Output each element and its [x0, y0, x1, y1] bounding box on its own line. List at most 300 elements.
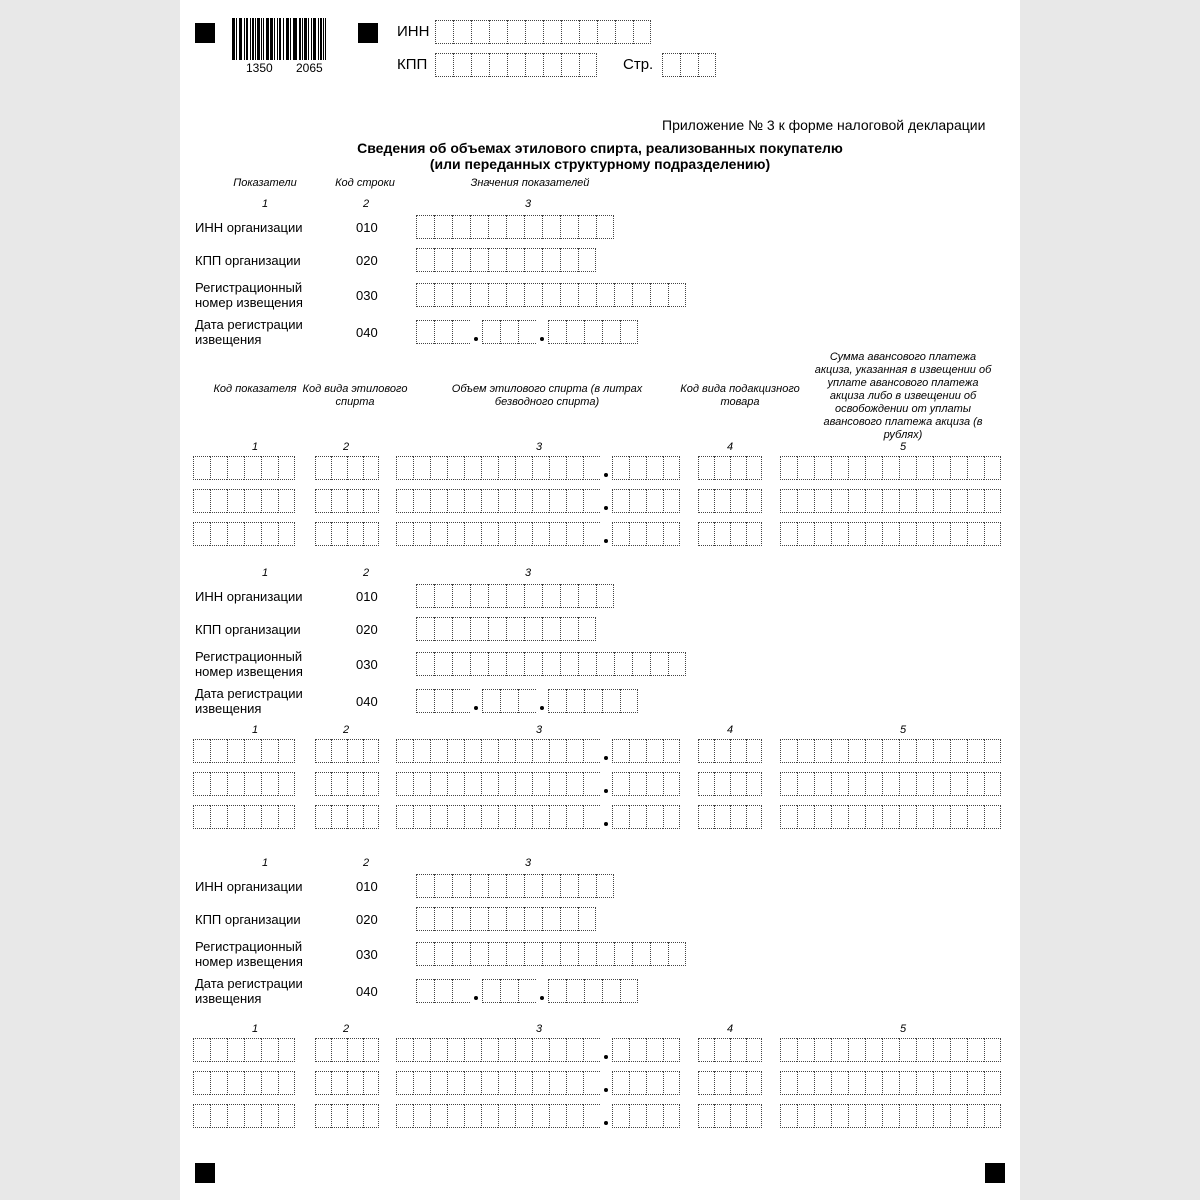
- input-cell[interactable]: [244, 739, 261, 763]
- input-cell[interactable]: [780, 522, 797, 546]
- input-cell[interactable]: [916, 739, 933, 763]
- input-cell[interactable]: [470, 283, 488, 307]
- data2-row0-code[interactable]: [193, 739, 295, 765]
- data2-row2-code[interactable]: [193, 805, 295, 831]
- input-cell[interactable]: [452, 283, 470, 307]
- input-cell[interactable]: [447, 772, 464, 796]
- input-cell[interactable]: [278, 489, 295, 513]
- input-cell[interactable]: [814, 1104, 831, 1128]
- input-cell[interactable]: [561, 53, 579, 77]
- input-cell[interactable]: [933, 489, 950, 513]
- input-cell[interactable]: [746, 489, 762, 513]
- input-cell[interactable]: [210, 489, 227, 513]
- input-cell[interactable]: [831, 805, 848, 829]
- input-cell[interactable]: [882, 739, 899, 763]
- input-cell[interactable]: [244, 1038, 261, 1062]
- input-cell[interactable]: [797, 1104, 814, 1128]
- data1-row0-goods-code[interactable]: [698, 456, 762, 482]
- input-cell[interactable]: [363, 772, 379, 796]
- input-cell[interactable]: [518, 320, 536, 344]
- input-cell[interactable]: [560, 907, 578, 931]
- input-cell[interactable]: [566, 522, 583, 546]
- data1-row0-code[interactable]: [193, 456, 295, 482]
- data2-row2-amount[interactable]: [780, 805, 1001, 831]
- input-cell[interactable]: [814, 739, 831, 763]
- input-cell[interactable]: [916, 522, 933, 546]
- org1-row-1-cells[interactable]: [416, 248, 596, 274]
- input-cell[interactable]: [882, 1038, 899, 1062]
- input-cell[interactable]: [315, 772, 331, 796]
- input-cell[interactable]: [542, 874, 560, 898]
- input-cell[interactable]: [447, 1071, 464, 1095]
- input-cell[interactable]: [882, 522, 899, 546]
- input-cell[interactable]: [524, 248, 542, 272]
- input-cell[interactable]: [447, 1104, 464, 1128]
- input-cell[interactable]: [663, 522, 680, 546]
- input-cell[interactable]: [434, 617, 452, 641]
- input-cell[interactable]: [542, 283, 560, 307]
- input-cell[interactable]: [730, 1038, 746, 1062]
- input-cell[interactable]: [916, 772, 933, 796]
- input-cell[interactable]: [984, 739, 1001, 763]
- input-cell[interactable]: [549, 1038, 566, 1062]
- input-cell[interactable]: [434, 283, 452, 307]
- org2-row-0-cells[interactable]: [416, 584, 614, 610]
- input-cell[interactable]: [882, 772, 899, 796]
- input-cell[interactable]: [416, 248, 434, 272]
- input-cell[interactable]: [899, 522, 916, 546]
- input-cell[interactable]: [984, 1038, 1001, 1062]
- org3-row-1-cells[interactable]: [416, 907, 596, 933]
- input-cell[interactable]: [363, 489, 379, 513]
- input-cell[interactable]: [396, 739, 413, 763]
- input-cell[interactable]: [746, 1038, 762, 1062]
- input-cell[interactable]: [498, 1071, 515, 1095]
- input-cell[interactable]: [632, 942, 650, 966]
- input-cell[interactable]: [848, 772, 865, 796]
- input-cell[interactable]: [698, 1038, 714, 1062]
- input-cell[interactable]: [698, 456, 714, 480]
- input-cell[interactable]: [396, 1038, 413, 1062]
- input-cell[interactable]: [730, 805, 746, 829]
- input-cell[interactable]: [470, 617, 488, 641]
- input-cell[interactable]: [447, 805, 464, 829]
- data2-row0-amount[interactable]: [780, 739, 1001, 765]
- input-cell[interactable]: [663, 489, 680, 513]
- data2-row1-volume[interactable]: [396, 772, 680, 798]
- data3-row2-volume[interactable]: [396, 1104, 680, 1130]
- input-cell[interactable]: [347, 739, 363, 763]
- input-cell[interactable]: [261, 1071, 278, 1095]
- input-cell[interactable]: [498, 489, 515, 513]
- input-cell[interactable]: [524, 874, 542, 898]
- input-cell[interactable]: [481, 772, 498, 796]
- input-cell[interactable]: [714, 456, 730, 480]
- input-cell[interactable]: [984, 489, 1001, 513]
- input-cell[interactable]: [347, 805, 363, 829]
- input-cell[interactable]: [532, 489, 549, 513]
- input-cell[interactable]: [315, 1071, 331, 1095]
- input-cell[interactable]: [363, 1071, 379, 1095]
- input-cell[interactable]: [315, 1038, 331, 1062]
- input-cell[interactable]: [646, 1104, 663, 1128]
- input-cell[interactable]: [549, 1071, 566, 1095]
- input-cell[interactable]: [193, 1071, 210, 1095]
- input-cell[interactable]: [315, 1104, 331, 1128]
- input-cell[interactable]: [560, 283, 578, 307]
- input-cell[interactable]: [464, 1104, 481, 1128]
- input-cell[interactable]: [797, 739, 814, 763]
- input-cell[interactable]: [566, 320, 584, 344]
- org2-row-2-cells[interactable]: [416, 652, 686, 678]
- input-cell[interactable]: [447, 522, 464, 546]
- data1-row0-volume[interactable]: [396, 456, 680, 482]
- data3-row2-spirit-type[interactable]: [315, 1104, 379, 1130]
- input-cell[interactable]: [916, 1104, 933, 1128]
- input-cell[interactable]: [347, 772, 363, 796]
- input-cell[interactable]: [549, 805, 566, 829]
- input-cell[interactable]: [933, 1071, 950, 1095]
- input-cell[interactable]: [506, 584, 524, 608]
- input-cell[interactable]: [663, 1104, 680, 1128]
- input-cell[interactable]: [629, 1104, 646, 1128]
- input-cell[interactable]: [633, 20, 651, 44]
- input-cell[interactable]: [814, 1071, 831, 1095]
- input-cell[interactable]: [452, 874, 470, 898]
- input-cell[interactable]: [714, 805, 730, 829]
- input-cell[interactable]: [698, 1071, 714, 1095]
- input-cell[interactable]: [470, 874, 488, 898]
- input-cell[interactable]: [532, 739, 549, 763]
- input-cell[interactable]: [500, 320, 518, 344]
- input-cell[interactable]: [331, 456, 347, 480]
- input-cell[interactable]: [663, 1071, 680, 1095]
- input-cell[interactable]: [396, 456, 413, 480]
- data3-row0-code[interactable]: [193, 1038, 295, 1064]
- input-cell[interactable]: [481, 489, 498, 513]
- input-cell[interactable]: [698, 1104, 714, 1128]
- input-cell[interactable]: [227, 739, 244, 763]
- input-cell[interactable]: [865, 1071, 882, 1095]
- input-cell[interactable]: [629, 739, 646, 763]
- input-cell[interactable]: [614, 942, 632, 966]
- input-cell[interactable]: [416, 283, 434, 307]
- org1-row-2-cells[interactable]: [416, 283, 686, 309]
- input-cell[interactable]: [542, 584, 560, 608]
- input-cell[interactable]: [481, 522, 498, 546]
- input-cell[interactable]: [814, 489, 831, 513]
- input-cell[interactable]: [548, 979, 566, 1003]
- input-cell[interactable]: [542, 215, 560, 239]
- input-cell[interactable]: [831, 1071, 848, 1095]
- input-cell[interactable]: [396, 1071, 413, 1095]
- input-cell[interactable]: [447, 739, 464, 763]
- input-cell[interactable]: [612, 772, 629, 796]
- input-cell[interactable]: [244, 1104, 261, 1128]
- header-inn-cells[interactable]: [435, 20, 651, 46]
- input-cell[interactable]: [797, 456, 814, 480]
- input-cell[interactable]: [524, 617, 542, 641]
- input-cell[interactable]: [584, 689, 602, 713]
- input-cell[interactable]: [525, 20, 543, 44]
- input-cell[interactable]: [984, 456, 1001, 480]
- input-cell[interactable]: [261, 489, 278, 513]
- input-cell[interactable]: [629, 456, 646, 480]
- input-cell[interactable]: [506, 874, 524, 898]
- input-cell[interactable]: [193, 739, 210, 763]
- input-cell[interactable]: [506, 283, 524, 307]
- input-cell[interactable]: [933, 456, 950, 480]
- input-cell[interactable]: [447, 1038, 464, 1062]
- input-cell[interactable]: [489, 53, 507, 77]
- input-cell[interactable]: [566, 456, 583, 480]
- input-cell[interactable]: [597, 20, 615, 44]
- input-cell[interactable]: [566, 772, 583, 796]
- header-page-cells[interactable]: [662, 53, 716, 79]
- input-cell[interactable]: [447, 489, 464, 513]
- input-cell[interactable]: [578, 248, 596, 272]
- input-cell[interactable]: [347, 522, 363, 546]
- header-kpp-cells[interactable]: [435, 53, 597, 79]
- input-cell[interactable]: [464, 1071, 481, 1095]
- input-cell[interactable]: [967, 1071, 984, 1095]
- input-cell[interactable]: [984, 1071, 1001, 1095]
- input-cell[interactable]: [865, 489, 882, 513]
- input-cell[interactable]: [488, 248, 506, 272]
- input-cell[interactable]: [602, 979, 620, 1003]
- input-cell[interactable]: [416, 320, 434, 344]
- input-cell[interactable]: [532, 522, 549, 546]
- input-cell[interactable]: [899, 1038, 916, 1062]
- input-cell[interactable]: [916, 489, 933, 513]
- org2-row-1-cells[interactable]: [416, 617, 596, 643]
- input-cell[interactable]: [430, 522, 447, 546]
- input-cell[interactable]: [578, 215, 596, 239]
- input-cell[interactable]: [435, 20, 453, 44]
- input-cell[interactable]: [193, 1038, 210, 1062]
- input-cell[interactable]: [542, 248, 560, 272]
- input-cell[interactable]: [193, 456, 210, 480]
- input-cell[interactable]: [434, 907, 452, 931]
- input-cell[interactable]: [584, 320, 602, 344]
- input-cell[interactable]: [899, 456, 916, 480]
- input-cell[interactable]: [278, 1038, 295, 1062]
- input-cell[interactable]: [730, 739, 746, 763]
- input-cell[interactable]: [453, 53, 471, 77]
- input-cell[interactable]: [464, 805, 481, 829]
- input-cell[interactable]: [583, 772, 600, 796]
- input-cell[interactable]: [984, 805, 1001, 829]
- input-cell[interactable]: [566, 489, 583, 513]
- data3-row1-code[interactable]: [193, 1071, 295, 1097]
- input-cell[interactable]: [882, 456, 899, 480]
- input-cell[interactable]: [620, 320, 638, 344]
- input-cell[interactable]: [507, 20, 525, 44]
- input-cell[interactable]: [780, 1071, 797, 1095]
- input-cell[interactable]: [848, 1104, 865, 1128]
- input-cell[interactable]: [515, 489, 532, 513]
- data3-row2-code[interactable]: [193, 1104, 295, 1130]
- input-cell[interactable]: [278, 805, 295, 829]
- data3-row1-spirit-type[interactable]: [315, 1071, 379, 1097]
- input-cell[interactable]: [549, 739, 566, 763]
- input-cell[interactable]: [566, 805, 583, 829]
- input-cell[interactable]: [629, 772, 646, 796]
- input-cell[interactable]: [416, 942, 434, 966]
- input-cell[interactable]: [916, 1038, 933, 1062]
- input-cell[interactable]: [315, 489, 331, 513]
- input-cell[interactable]: [746, 739, 762, 763]
- input-cell[interactable]: [646, 1038, 663, 1062]
- data1-row1-goods-code[interactable]: [698, 489, 762, 515]
- input-cell[interactable]: [416, 907, 434, 931]
- input-cell[interactable]: [629, 1071, 646, 1095]
- input-cell[interactable]: [549, 522, 566, 546]
- input-cell[interactable]: [416, 874, 434, 898]
- input-cell[interactable]: [566, 1038, 583, 1062]
- input-cell[interactable]: [950, 456, 967, 480]
- input-cell[interactable]: [578, 652, 596, 676]
- input-cell[interactable]: [244, 805, 261, 829]
- input-cell[interactable]: [967, 1104, 984, 1128]
- input-cell[interactable]: [746, 772, 762, 796]
- input-cell[interactable]: [227, 522, 244, 546]
- input-cell[interactable]: [579, 20, 597, 44]
- data2-row0-spirit-type[interactable]: [315, 739, 379, 765]
- input-cell[interactable]: [363, 1104, 379, 1128]
- input-cell[interactable]: [714, 489, 730, 513]
- input-cell[interactable]: [543, 53, 561, 77]
- input-cell[interactable]: [498, 522, 515, 546]
- org3-row-2-cells[interactable]: [416, 942, 686, 968]
- input-cell[interactable]: [668, 942, 686, 966]
- input-cell[interactable]: [506, 248, 524, 272]
- input-cell[interactable]: [488, 874, 506, 898]
- input-cell[interactable]: [210, 805, 227, 829]
- org2-row-3-cells[interactable]: [416, 689, 638, 715]
- input-cell[interactable]: [848, 456, 865, 480]
- input-cell[interactable]: [714, 522, 730, 546]
- input-cell[interactable]: [315, 805, 331, 829]
- input-cell[interactable]: [933, 772, 950, 796]
- input-cell[interactable]: [967, 1038, 984, 1062]
- input-cell[interactable]: [950, 1104, 967, 1128]
- input-cell[interactable]: [933, 522, 950, 546]
- input-cell[interactable]: [831, 772, 848, 796]
- input-cell[interactable]: [865, 522, 882, 546]
- input-cell[interactable]: [331, 1038, 347, 1062]
- input-cell[interactable]: [244, 456, 261, 480]
- input-cell[interactable]: [780, 1038, 797, 1062]
- input-cell[interactable]: [193, 489, 210, 513]
- input-cell[interactable]: [481, 456, 498, 480]
- input-cell[interactable]: [396, 805, 413, 829]
- input-cell[interactable]: [524, 584, 542, 608]
- input-cell[interactable]: [561, 20, 579, 44]
- input-cell[interactable]: [315, 456, 331, 480]
- input-cell[interactable]: [542, 907, 560, 931]
- org1-row-3-cells[interactable]: [416, 320, 638, 346]
- input-cell[interactable]: [331, 805, 347, 829]
- input-cell[interactable]: [331, 1104, 347, 1128]
- input-cell[interactable]: [500, 689, 518, 713]
- input-cell[interactable]: [430, 489, 447, 513]
- input-cell[interactable]: [227, 1104, 244, 1128]
- input-cell[interactable]: [515, 739, 532, 763]
- input-cell[interactable]: [434, 248, 452, 272]
- input-cell[interactable]: [488, 283, 506, 307]
- input-cell[interactable]: [315, 739, 331, 763]
- input-cell[interactable]: [430, 1071, 447, 1095]
- input-cell[interactable]: [629, 522, 646, 546]
- input-cell[interactable]: [780, 489, 797, 513]
- input-cell[interactable]: [578, 907, 596, 931]
- input-cell[interactable]: [596, 942, 614, 966]
- input-cell[interactable]: [646, 805, 663, 829]
- input-cell[interactable]: [950, 489, 967, 513]
- input-cell[interactable]: [506, 907, 524, 931]
- input-cell[interactable]: [244, 489, 261, 513]
- input-cell[interactable]: [865, 739, 882, 763]
- input-cell[interactable]: [680, 53, 698, 77]
- input-cell[interactable]: [413, 1038, 430, 1062]
- input-cell[interactable]: [347, 1104, 363, 1128]
- input-cell[interactable]: [434, 979, 452, 1003]
- input-cell[interactable]: [579, 53, 597, 77]
- input-cell[interactable]: [663, 456, 680, 480]
- input-cell[interactable]: [967, 522, 984, 546]
- input-cell[interactable]: [746, 1104, 762, 1128]
- input-cell[interactable]: [663, 739, 680, 763]
- input-cell[interactable]: [434, 689, 452, 713]
- input-cell[interactable]: [831, 1104, 848, 1128]
- input-cell[interactable]: [596, 215, 614, 239]
- input-cell[interactable]: [331, 522, 347, 546]
- data3-row0-amount[interactable]: [780, 1038, 1001, 1064]
- input-cell[interactable]: [518, 689, 536, 713]
- input-cell[interactable]: [714, 1104, 730, 1128]
- input-cell[interactable]: [470, 942, 488, 966]
- input-cell[interactable]: [780, 772, 797, 796]
- input-cell[interactable]: [481, 1038, 498, 1062]
- input-cell[interactable]: [698, 772, 714, 796]
- input-cell[interactable]: [227, 805, 244, 829]
- input-cell[interactable]: [967, 489, 984, 513]
- data3-row0-goods-code[interactable]: [698, 1038, 762, 1064]
- input-cell[interactable]: [730, 1104, 746, 1128]
- input-cell[interactable]: [646, 489, 663, 513]
- input-cell[interactable]: [413, 772, 430, 796]
- input-cell[interactable]: [278, 772, 295, 796]
- input-cell[interactable]: [452, 907, 470, 931]
- input-cell[interactable]: [210, 522, 227, 546]
- data2-row2-volume[interactable]: [396, 805, 680, 831]
- data3-row0-spirit-type[interactable]: [315, 1038, 379, 1064]
- input-cell[interactable]: [620, 979, 638, 1003]
- input-cell[interactable]: [583, 1071, 600, 1095]
- input-cell[interactable]: [498, 805, 515, 829]
- input-cell[interactable]: [347, 456, 363, 480]
- input-cell[interactable]: [560, 248, 578, 272]
- input-cell[interactable]: [532, 1104, 549, 1128]
- input-cell[interactable]: [413, 522, 430, 546]
- input-cell[interactable]: [548, 689, 566, 713]
- input-cell[interactable]: [629, 805, 646, 829]
- input-cell[interactable]: [831, 489, 848, 513]
- input-cell[interactable]: [797, 1071, 814, 1095]
- input-cell[interactable]: [413, 805, 430, 829]
- input-cell[interactable]: [814, 522, 831, 546]
